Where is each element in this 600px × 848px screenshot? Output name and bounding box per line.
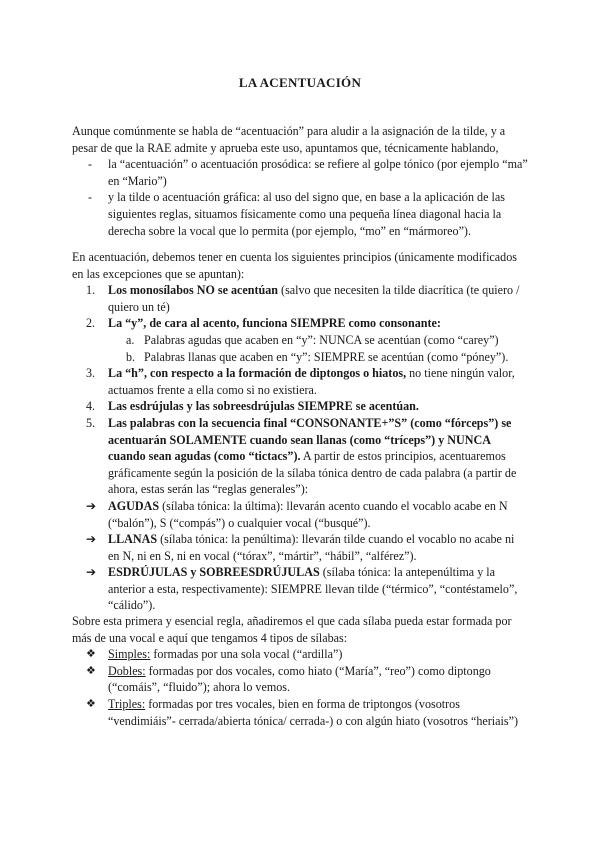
arrow-icon: ➔ [86,532,97,547]
intro-item [72,156,528,189]
syllable-term: Triples: [108,696,146,711]
rule-item [72,531,528,564]
syllable-item [72,663,528,696]
dash-marker: - [88,157,93,172]
principle-bold: La “h”, con respecto a la formación de diptongos o hiatos, [108,366,407,381]
syllables-intro: Sobre esta primera y esencial regla, añadiremos el que cada sílaba pueda estar formada por más de una vocal e aquí que tengamos 4 tipos de sílabas: [72,614,512,645]
syllables-section [72,613,528,729]
principles-section [72,249,528,614]
syllable-text: formadas por tres vocales, bien en forma de triptongos (vosotros “vendimiáis”- cerrada/abierta tónica/ cerrada-) o con algún hiato (vosotros “heriais”) [108,696,518,728]
principle-item [72,365,528,398]
principle-bold: La “y”, de cara al acento, funciona SIEMPRE como consonante: [108,316,441,331]
syllable-text: formadas por dos vocales, como hiato (“María”, “reo”) como diptongo (“comáis”, “fluido”); ahora lo vemos. [108,663,491,695]
principle-text: no tiene ningún valor, actuamos frente a ella como si no existiera. [108,366,515,397]
letter-marker: a. [126,332,135,347]
number-marker: 1. [86,283,96,298]
dash-marker: - [88,190,93,205]
rule-bold: LLANAS [108,532,158,547]
intro-paragraph: Aunque comúnmente se habla de “acentuación” para aludir a la asignación de la tilde, y a pesar de que la RAE admite y aprueba este uso, apuntamos que, técnicamente hablando, [72,124,506,155]
syllable-item [72,696,528,729]
syllable-item [72,646,528,663]
number-marker: 2. [86,316,96,331]
letter-marker: b. [126,349,136,364]
rule-item [72,564,528,614]
principle-item [72,415,528,498]
principle-item [72,282,528,315]
syllable-term: Simples: [108,647,151,662]
principle-text: A partir de estos principios, acentuaremos gráficamente según la posición de la sílaba tónica dentro de cada palabra (a partir de ahora, estas serán las “reglas generales”): [108,449,517,497]
diamond-icon: ❖ [86,696,96,710]
diamond-icon: ❖ [86,647,96,661]
arrow-icon: ➔ [86,565,97,580]
sub-item-text: Palabras agudas que acaben en “y”: NUNCA se acentúan (como “carey”) [144,332,499,347]
intro-item [72,189,528,239]
page-title: LA ACENTUACIÓN [238,75,362,90]
intro-item-text: la “acentuación” o acentuación prosódica: se refiere al golpe tónico (por ejemplo “ma” en “Mario”) [108,157,528,188]
diamond-icon: ❖ [86,663,96,677]
sub-item-text: Palabras llanas que acaben en “y”: SIEMPRE se acentúan (como “póney”). [144,349,509,364]
arrow-icon: ➔ [86,498,97,513]
syllable-text: formadas por una sola vocal (“ardilla”) [150,647,343,662]
principle-item [72,398,528,415]
principle-bold: Las esdrújulas y las sobreesdrújulas SIEMPRE se acentúan. [108,399,419,414]
rule-text: (sílaba tónica: la antepenúltima y la anterior a esta, respectivamente): SIEMPRE llevan tilde (“térmico”, “contéstamelo”, “cálido”). [108,565,518,613]
principle-text: (salvo que necesiten la tilde diacrítica (te quiero / quiero un té) [108,283,520,314]
intro-section [72,123,528,239]
number-marker: 5. [86,415,96,430]
principle-item [72,315,528,332]
principle-bold: Los monosílabos NO se acentúan [108,283,279,298]
syllable-term: Dobles: [108,663,146,678]
intro-item-text: y la tilde o acentuación gráfica: al uso del signo que, en base a la aplicación de las siguientes reglas, situamos físicamente como una pequeña línea diagonal hacia la derecha sobre la vocal que lo permita (por ejemplo, “mo” en “mármoreo”). [108,190,505,238]
number-marker: 4. [86,399,96,414]
rule-text: (sílaba tónica: la penúltima): llevarán tilde cuando el vocablo no acabe ni en N, ni en S, ni en vocal (“tórax”, “mártir”, “hábil”, “alférez”). [108,532,515,563]
sub-item [72,349,528,366]
rule-item [72,498,528,531]
principle-bold: Las palabras con la secuencia final “CONSONANTE+”S” (como “fórceps”) se acentuarán SOLAMENTE cuando sean llanas (como “tríceps”) y NUNCA cuando sean agudas (como “tictacs”). [108,415,512,464]
principles-intro: En acentuación, debemos tener en cuenta los siguientes principios (únicamente modificados en las excepciones que se apuntan): [72,250,517,281]
rule-bold: AGUDAS [108,498,160,513]
rule-text: (sílaba tónica: la última): llevarán acento cuando el vocablo acabe en N (“balón”), S (“compás”) o cualquier vocal (“busqué”). [108,498,508,530]
sub-item [72,332,528,349]
number-marker: 3. [86,366,96,381]
rule-bold: ESDRÚJULAS y SOBREESDRÚJULAS [108,565,320,580]
